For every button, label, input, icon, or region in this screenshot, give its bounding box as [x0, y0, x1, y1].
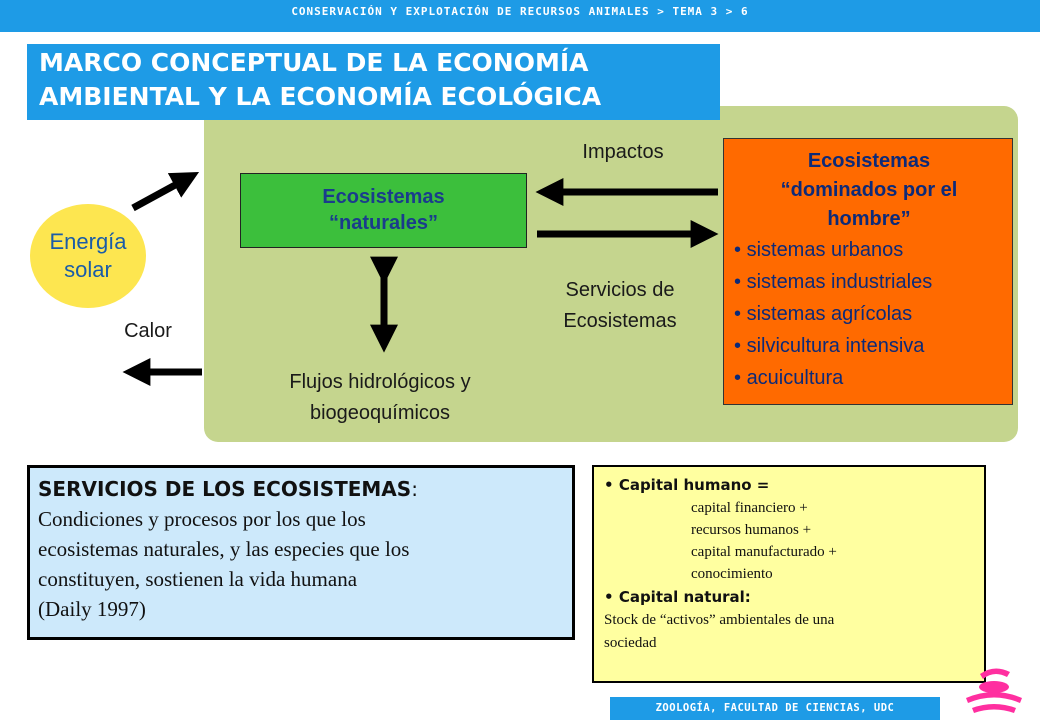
services-definition-line-3: constituyen, sostienen la vida humana [38, 567, 358, 591]
ecosystem-services-label-2: Ecosistemas [563, 310, 677, 332]
university-logo [958, 660, 1030, 716]
natural-capital-title: Capital natural: [618, 588, 751, 606]
human-capital-heading: • Capital humano = [604, 476, 770, 494]
solar-energy-circle [30, 204, 146, 308]
services-definition [38, 504, 572, 624]
list-item: • sistemas industriales [734, 271, 933, 293]
page-title-line-2: AMBIENTAL Y LA ECONOMÍA ECOLÓGICA [39, 82, 602, 111]
heat-label: Calor [124, 320, 172, 342]
ecosystem-services-label-1: Servicios de [565, 279, 675, 301]
human-capital-item: conocimiento [691, 566, 773, 582]
natural-ecosystems-box [240, 173, 527, 248]
human-ecosystems-title-3: hombre” [827, 208, 911, 230]
list-item: • sistemas agrícolas [734, 303, 913, 325]
capital-definitions-box [592, 465, 986, 683]
impacts-label: Impactos [582, 141, 664, 163]
human-capital-item: capital manufacturado + [691, 544, 837, 560]
human-ecosystems-title-2: “dominados por el [780, 179, 958, 201]
list-item: • silvicultura intensiva [734, 335, 925, 357]
human-dominated-ecosystems-box [723, 138, 1013, 405]
page-title-line-1: MARCO CONCEPTUAL DE LA ECONOMÍA [39, 48, 589, 77]
human-capital-title: Capital humano = [618, 476, 770, 494]
list-item: • sistemas urbanos [734, 239, 904, 261]
list-item-label: sistemas agrícolas [746, 303, 913, 325]
flows-label [230, 367, 530, 429]
list-item-label: sistemas industriales [746, 271, 933, 293]
services-title-text: SERVICIOS DE LOS ECOSISTEMAS [38, 477, 412, 501]
natural-capital-definition-2: sociedad [604, 635, 657, 651]
services-title [38, 474, 572, 504]
human-capital-item: recursos humanos + [691, 522, 812, 538]
human-ecosystems-list [734, 234, 1004, 394]
solar-energy-label-2: solar [64, 257, 112, 282]
flows-label-1: Flujos hidrológicos y [289, 371, 471, 393]
list-item-label: silvicultura intensiva [746, 335, 925, 357]
ecosystem-services-label [530, 275, 710, 337]
human-ecosystems-title-1: Ecosistemas [807, 150, 931, 172]
natural-ecosystems-label-1: Ecosistemas [322, 186, 445, 208]
natural-ecosystems-label-2: “naturales” [329, 212, 438, 234]
services-definition-line-2: ecosistemas naturales, y las especies que los [38, 537, 410, 561]
solar-input-arrow [133, 178, 188, 208]
list-item: • acuicultura [734, 367, 844, 389]
list-item-label: sistemas urbanos [746, 239, 904, 261]
ecosystem-services-definition-box [27, 465, 575, 640]
list-item-label: acuicultura [746, 367, 844, 389]
human-capital-item: capital financiero + [691, 500, 808, 516]
services-citation: (Daily 1997) [38, 597, 146, 621]
services-title-colon: : [411, 477, 418, 501]
breadcrumb: CONSERVACIÓN Y EXPLOTACIÓN DE RECURSOS ANIMALES > TEMA 3 > 6 [0, 0, 1040, 32]
natural-capital-heading: • Capital natural: [604, 588, 751, 606]
solar-energy-label-1: Energía [49, 229, 127, 254]
footer-credit: ZOOLOGÍA, FACULTAD DE CIENCIAS, UDC [610, 697, 940, 720]
flows-label-2: biogeoquímicos [309, 402, 451, 424]
services-definition-line-1: Condiciones y procesos por los que los [38, 507, 366, 531]
natural-capital-definition-1: Stock de “activos” ambientales de una [604, 612, 835, 628]
